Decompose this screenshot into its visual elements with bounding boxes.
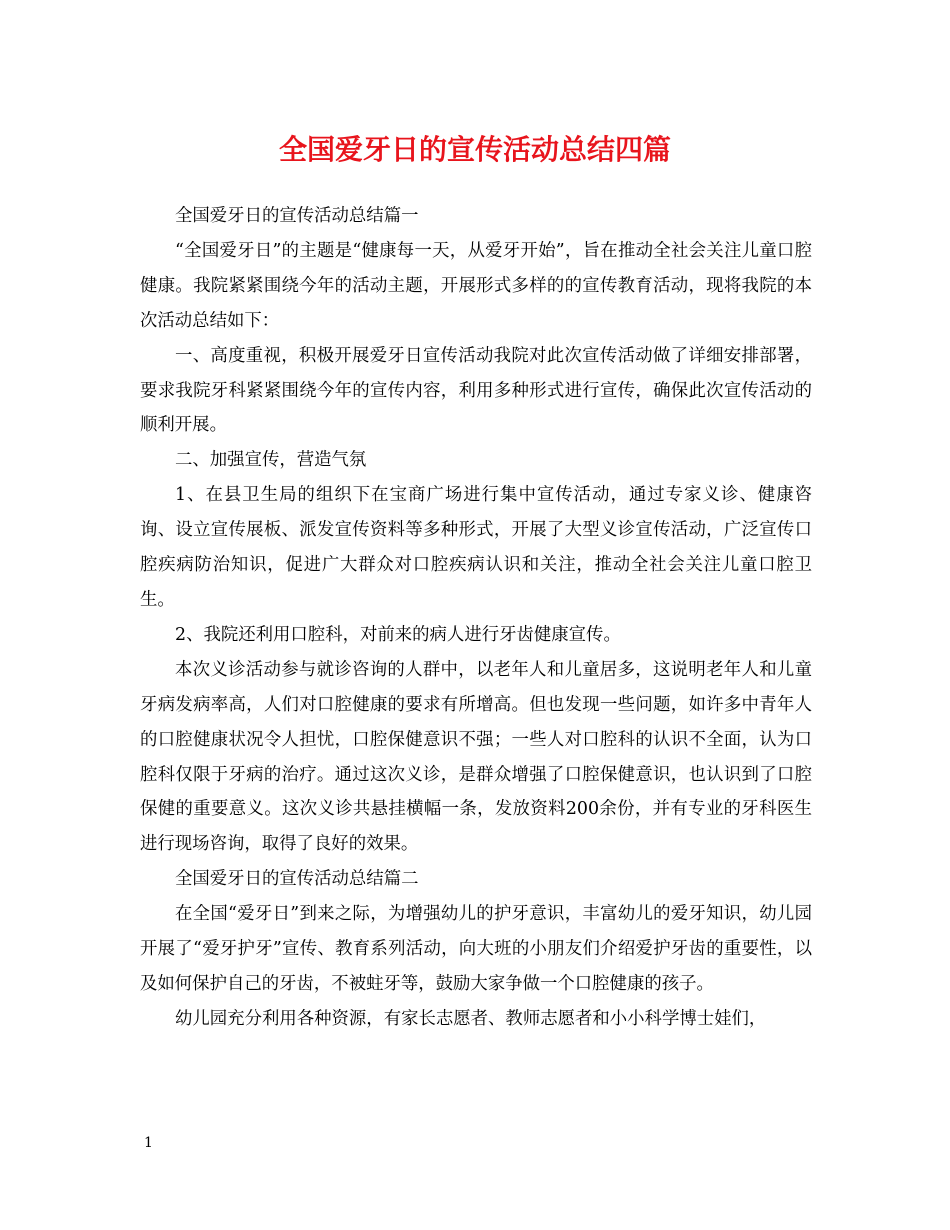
page-title: 全国爱牙日的宣传活动总结四篇 [278, 133, 671, 166]
paragraph: 一、高度重视，积极开展爱牙日宣传活动我院对此次宣传活动做了详细安排部署，要求我院牙科紧紧围绕今年的宣传内容，利用多种形式进行宣传，确保此次宣传活动的顺利开展。 [140, 345, 812, 436]
paragraph-section-heading-1: 全国爱牙日的宣传活动总结篇一 [175, 206, 419, 226]
paragraph: 2、我院还利用口腔科，对前来的病人进行牙齿健康宣传。 [175, 624, 621, 645]
paragraph: 1、在县卫生局的组织下在宝商广场进行集中宣传活动，通过专家义诊、健康咨询、设立宣传展板、派发宣传资料等多种形式，开展了大型义诊宣传活动，广泛宣传口腔疾病防治知识，促进广大群众对口腔疾病认识和关注，推动全社会关注儿童口腔卫生。 [140, 485, 812, 610]
paragraph: 幼儿园充分利用各种资源，有家长志愿者、教师志愿者和小小科学博士娃们， [175, 1008, 767, 1029]
paragraph: “全国爱牙日”的主题是“健康每一天，从爱牙开始”，旨在推动全社会关注儿童口腔健康。我院紧紧围绕今年的活动主题，开展形式多样的的宣传教育活动，现将我院的本次活动总结如下： [140, 240, 812, 331]
paragraph: 本次义诊活动参与就诊咨询的人群中，以老年人和儿童居多，这说明老年人和儿童牙病发病率高，人们对口腔健康的要求有所增高。但也发现一些问题，如许多中青年人的口腔健康状况令人担忧，口腔保健意识不强；一些人对口腔科的认识不全面，认为口腔科仅限于牙病的治疗。通过这次义诊，是群众增强了口腔保健意识，也认识到了口腔保健的重要意义。这次义诊共悬挂横幅一条，发放资料200余份，并有专业的牙科医生进行现场咨询，取得了良好的效果。 [140, 659, 812, 855]
paragraph: 在全国“爱牙日”到来之际，为增强幼儿的护牙意识，丰富幼儿的爱牙知识，幼儿园开展了“爱牙护牙”宣传、教育系列活动，向大班的小朋友们介绍爱护牙齿的重要性，以及如何保护自己的牙齿，不被蛀牙等，鼓励大家争做一个口腔健康的孩子。 [140, 904, 812, 994]
document-body [140, 199, 812, 1037]
page-number: 1 [144, 1135, 153, 1151]
paragraph: 二、加强宣传，营造气氛 [175, 450, 367, 471]
paragraph-section-heading-2: 全国爱牙日的宣传活动总结篇二 [175, 869, 419, 890]
